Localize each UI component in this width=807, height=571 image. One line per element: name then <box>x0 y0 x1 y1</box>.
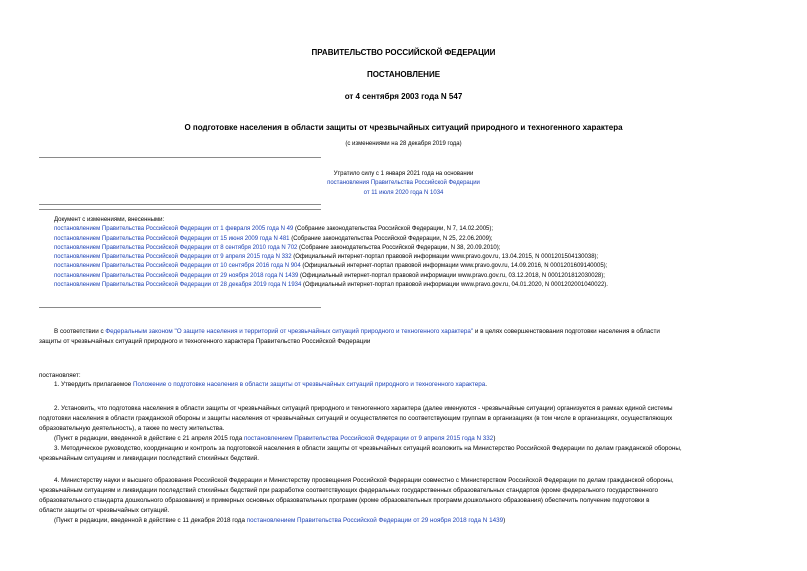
list-item: постановлением Правительства Российской Федерации от 1 февраля 2005 года N 49 (Собрание законодательства Российской Федерации, N 7, 14.02.2005); <box>54 226 494 233</box>
item-3: 3. Методическое руководство, координацию и контроль за подготовкой населения в области защиты от чрезвычайных ситуаций возложить на Министерство Российской Федерации по делам гражданской обороны, чрезвычайным ситуациям и ликвидации последствий стихийных бедствий. <box>39 445 682 462</box>
item-1: 1. Утвердить прилагаемое Положение о подготовке населения в области защиты от чрезвычайных ситуаций природного и техногенного характера. <box>54 381 487 388</box>
expired-notice <box>0 170 807 198</box>
amendment-2018-link[interactable]: постановлением Правительства Российской Федерации от 29 ноября 2018 года N 1439 <box>246 517 504 524</box>
divider <box>39 307 321 308</box>
document-date-number: от 4 сентября 2003 года N 547 <box>344 92 463 101</box>
amendments-list <box>54 216 754 290</box>
amendment-link[interactable]: постановлением Правительства Российской Федерации от 10 сентября 2016 года N 904 <box>54 263 301 270</box>
item-4: 4. Министерству науки и высшего образования Российской Федерации и Министерству просвещения Российской Федерации совместно с Министерством Российской Федерации по делам гражданской обороны, чрезвычайным ситуациям и ликвидации последствий стихийных бедствий при разработке соответствующих федеральных государственных образовательных стандартов (кроме федерального государственного образовательного стандарта дошкольного образования) и примерных основных образовательных программ (кроме образовательных программ дошкольного образования) обеспечить получение подготовки в области защиты от чрезвычайных ситуаций. (Пункт в редакции, введенной в действие с 11 декабря 2018 года постановлением Правительства Российской Федерации от 29 ноября 2018 года N 1439) <box>39 477 674 524</box>
resolves-word: постановляет: <box>39 372 81 379</box>
regulation-link[interactable]: Положение о подготовке населения в области защиты от чрезвычайных ситуаций природного и техногенного характера <box>132 381 486 388</box>
government-heading: ПРАВИТЕЛЬСТВО РОССИЙСКОЙ ФЕДЕРАЦИИ <box>311 48 496 57</box>
amendment-link[interactable]: постановлением Правительства Российской Федерации от 15 июня 2009 года N 481 <box>54 235 290 242</box>
expired-text: Утратило силу с 1 января 2021 года на основании <box>333 171 474 177</box>
divider <box>39 204 321 205</box>
list-item: постановлением Правительства Российской Федерации от 10 сентября 2016 года N 904 (Официальный интернет-портал правовой информации www.pravo.gov.ru, 14.09.2016, N 0001201609140005); <box>54 263 608 270</box>
amendment-link[interactable]: постановлением Правительства Российской Федерации от 9 апреля 2015 года N 332 <box>54 254 292 261</box>
amendment-2015-link[interactable]: постановлением Правительства Российской Федерации от 9 апреля 2015 года N 332 <box>243 435 494 442</box>
list-item: постановлением Правительства Российской Федерации от 9 апреля 2015 года N 332 (Официальный интернет-портал правовой информации www.pravo.gov.ru, 13.04.2015, N 0001201504130038); <box>54 254 599 261</box>
amendment-link[interactable]: постановлением Правительства Российской Федерации от 8 сентября 2010 года N 702 <box>54 244 298 251</box>
expired-link-resolution[interactable]: постановления Правительства Российской Федерации <box>327 180 480 187</box>
changes-note: (с изменениями на 28 декабря 2019 года) <box>345 141 462 147</box>
document-title: О подготовке населения в области защиты от чрезвычайных ситуаций природного и техногенного характера <box>184 123 623 132</box>
list-item: постановлением Правительства Российской Федерации от 8 сентября 2010 года N 702 (Собрание законодательства Российской Федерации, N 38, 20.09.2010); <box>54 244 501 251</box>
list-item: постановлением Правительства Российской Федерации от 28 декабря 2019 года N 1934 (Официальный интернет-портал правовой информации www.pravo.gov.ru, 04.01.2020, N 0001202001040022). <box>54 282 608 289</box>
document-type: ПОСТАНОВЛЕНИЕ <box>366 70 441 79</box>
amendments-intro: Документ с изменениями, внесенными: <box>54 217 165 223</box>
amendment-link[interactable]: постановлением Правительства Российской Федерации от 29 ноября 2018 года N 1439 <box>54 272 299 279</box>
amendment-link[interactable]: постановлением Правительства Российской Федерации от 28 декабря 2019 года N 1934 <box>54 282 302 289</box>
preamble: В соответствии с Федеральным законом "О защите населения и территорий от чрезвычайных ситуаций природного и техногенного характера" и в целях совершенствования подготовки населения в области защиты от чрезвычайных ситуаций природного и техногенного характера Правительство Российской Федерации <box>39 328 660 345</box>
list-item: постановлением Правительства Российской Федерации от 29 ноября 2018 года N 1439 (Официальный интернет-портал правовой информации www.pravo.gov.ru, 03.12.2018, N 0001201812030028); <box>54 272 605 279</box>
amendment-link[interactable]: постановлением Правительства Российской Федерации от 1 февраля 2005 года N 49 <box>54 226 294 233</box>
federal-law-link[interactable]: Федеральным законом "О защите населения и территорий от чрезвычайных ситуаций природного и техногенного характера" <box>105 328 474 335</box>
divider <box>39 157 321 158</box>
expired-link-date[interactable]: от 11 июля 2020 года N 1034 <box>363 189 444 196</box>
divider <box>39 209 321 210</box>
item-2: 2. Установить, что подготовка населения в области защиты от чрезвычайных ситуаций природного и техногенного характера (далее именуются - чрезвычайные ситуации) организуется в рамках единой системы подготовки населения в области гражданской обороны и защиты населения от чрезвычайных ситуаций и осуществляется по соответствующим группам в организациях (в том числе в организациях, осуществляющих образовательную деятельность), а также по месту жительства. (Пункт в редакции, введенной в действие с 21 апреля 2015 года постановлением Правительства Российской Федерации от 9 апреля 2015 года N 332) <box>39 405 673 442</box>
list-item: постановлением Правительства Российской Федерации от 15 июня 2009 года N 481 (Собрание законодательства Российской Федерации, N 25, 22.06.2009); <box>54 235 493 242</box>
